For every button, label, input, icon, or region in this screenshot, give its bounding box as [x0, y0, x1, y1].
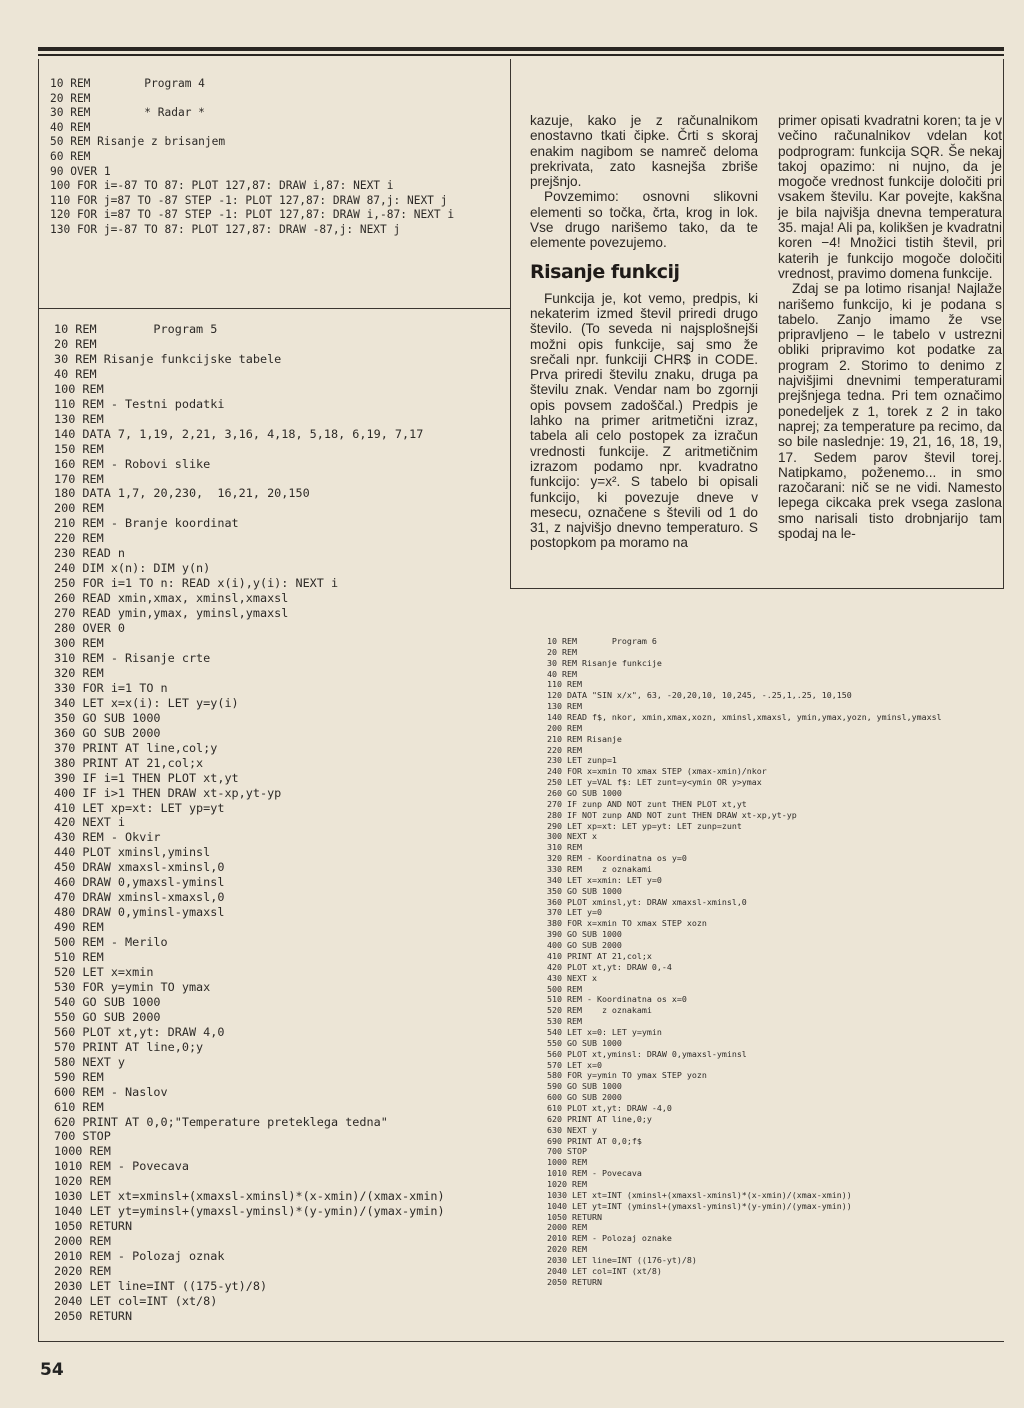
program5-listing: 10 REM Program 5 20 REM 30 REM Risanje funkcijske tabele 40 REM 100 REM 110 REM - Testni podatki 130 REM 140 DATA 7, 1,19, 2,21, 3,16, 4,18, 5,18, 6,19, 7,17 150 REM 160 REM - Robovi slike 170 REM 180 DATA 1,7, 20,230, 16,21, 20,150 200 REM 210 REM - Branje koordinat 220 REM 230 READ n 240 DIM x(n): DIM y(n) 250 FOR i=1 TO n: READ x(i),y(i): NEXT i 260 READ xmin,xmax, xminsl,xmaxsl 270 READ ymin,ymax, yminsl,ymaxsl 280 OVER 0 300 REM 310 REM - Risanje crte 320 REM 330 FOR i=1 TO n 340 LET x=x(i): LET y=y(i) 350 GO SUB 1000 360 GO SUB 2000 370 PRINT AT line,col;y 380 PRINT AT 21,col;x 390 IF i=1 THEN PLOT xt,yt 400 IF i>1 THEN DRAW xt-xp,yt-yp 410 LET xp=xt: LET yp=yt 420 NEXT i 430 REM - Okvir 440 PLOT xminsl,yminsl 450 DRAW xmaxsl-xminsl,0 460 DRAW 0,ymaxsl-yminsl 470 DRAW xminsl-xmaxsl,0 480 DRAW 0,yminsl-ymaxsl 490 REM 500 REM - Merilo 510 REM 520 LET x=xmin 530 FOR y=ymin TO ymax 540 GO SUB 1000 550 GO SUB 2000 560 PLOT xt,yt: DRAW 4,0 570 PRINT AT line,0;y 580 NEXT y 590 REM 600 REM - Naslov 610 REM 620 PRINT AT 0,0;"Temperature preteklega tedna" 700 STOP 1000 REM 1010 REM - Povecava 1020 REM 1030 LET xt=xminsl+(xmaxsl-xminsl)*(x-xmin)/(xmax-xmin) 1040 LET yt=yminsl+(ymaxsl-yminsl)*(y-ymin)/(ymax-ymin) 1050 RETURN 2000 REM 2010 REM - Polozaj oznak 2020 REM 2030 LET line=INT ((175-yt)/8) 2040 LET col=INT (xt/8) 2050 RETURN [54, 322, 445, 1323]
page-number: 54 [40, 1360, 64, 1380]
article-column-left [530, 113, 758, 551]
top-rule-thick [38, 47, 1004, 51]
paragraph: Zdaj se pa lotimo risanja! Najlaže narišemo funkcijo, ki je podana s tabelo. Zanjo imamo že vse pripravljeno – le tabelo v ustrezni obliki pripravimo kot podatke za program 2. Storimo to denimo z najvišjimi dnevnimi temperaturami prejšnjega tedna. Pri tem označimo ponedeljek z 1, torek z 2 in tako naprej; za temperature pa recimo, da so bile naslednje: 19, 21, 16, 18, 19, 17. Sedem parov števil torej. Natipkamo, poženemo... in smo razočarani: nič se ne vidi. Namesto lepega cikcaka prek vsega zaslona smo narisali tisto drobnjarijo tam spodaj na le- [778, 281, 1002, 542]
paragraph: kazuje, kako je z računalnikom enostavno tkati čipke. Črti s skoraj enakim nagibom se namreč deloma prekrivata, zato kasnejša zbriše prejšnjo. [530, 113, 758, 190]
program6-listing: 10 REM Program 6 20 REM 30 REM Risanje funkcije 40 REM 110 REM 120 DATA "SIN x/x", 63, -20,20,10, 10,245, -.25,1,.25, 10,150 130 REM 140 READ f$, nkor, xmin,xmax,xozn, xminsl,xmaxsl, ymin,ymax,yozn, yminsl,ymaxsl 200 REM 210 REM Risanje 220 REM 230 LET zunp=1 240 FOR x=xmin TO xmax STEP (xmax-xmin)/nkor 250 LET y=VAL f$: LET zunt=y<ymin OR y>ymax 260 GO SUB 1000 270 IF zunp AND NOT zunt THEN PLOT xt,yt 280 IF NOT zunp AND NOT zunt THEN DRAW xt-xp,yt-yp 290 LET xp=xt: LET yp=yt: LET zunp=zunt 300 NEXT x 310 REM 320 REM - Koordinatna os y=0 330 REM z oznakami 340 LET x=xmin: LET y=0 350 GO SUB 1000 360 PLOT xminsl,yt: DRAW xmaxsl-xminsl,0 370 LET y=0 380 FOR x=xmin TO xmax STEP xozn 390 GO SUB 1000 400 GO SUB 2000 410 PRINT AT 21,col;x 420 PLOT xt,yt: DRAW 0,-4 430 NEXT x 500 REM 510 REM - Koordinatna os x=0 520 REM z oznakami 530 REM 540 LET x=0: LET y=ymin 550 GO SUB 1000 560 PLOT xt,yminsl: DRAW 0,ymaxsl-yminsl 570 LET x=0 580 FOR y=ymin TO ymax STEP yozn 590 GO SUB 1000 600 GO SUB 2000 610 PLOT xt,yt: DRAW -4,0 620 PRINT AT line,0;y 630 NEXT y 690 PRINT AT 0,0;f$ 700 STOP 1000 REM 1010 REM - Povecava 1020 REM 1030 LET xt=INT (xminsl+(xmaxsl-xminsl)*(x-xmin)/(xmax-xmin)) 1040 LET yt=INT (yminsl+(ymaxsl-yminsl)*(y-ymin)/(ymax-ymin)) 1050 RETURN 2000 REM 2010 REM - Polozaj oznake 2020 REM 2030 LET line=INT ((176-yt)/8) 2040 LET col=INT (xt/8) 2050 RETURN [547, 636, 942, 1287]
paragraph: Povzemimo: osnovni slikovni elementi so točka, črta, krog in lok. Vse drugo narišemo tako, da te elemente povezujemo. [530, 189, 758, 251]
article-column-right [778, 113, 1002, 541]
paragraph: primer opisati kvadratni koren; ta je v večino računalnikov vdelan kot podprogram: funkcija SQR. Še nekaj takoj opazimo: ni nujno, da je mogoče vrednost funkcije določiti pri vsakem številu. Kar povejte, kakšna je bila najvišja dnevna temperatura 35. maja! Ali pa, kolikšen je kvadratni koren −4! Množici tistih števil, pri katerih je funkcijo mogoče določiti vrednost, pravimo domena funkcije. [778, 113, 1002, 281]
section-heading: Risanje funkcij [530, 260, 680, 283]
paragraph: Funkcija je, kot vemo, predpis, ki nekaterim izmed števil priredi drugo število. (To seveda ni najsplošnejši možni opis funkcije, saj smo že srečali npr. funkciji CHR$ in CODE. Prva priredi številu znaku, druga pa številu znak. Vendar nam bo zgornji opis povsem zadoščal.) Predpis je lahko na primer aritmetični izraz, tabela ali celo postopek za izračun vrednosti funkcije. Z aritmetičnim izrazom podamo npr. kvadratno funkcijo: y=x². S tabelo bi opisali funkcijo, ki povezuje dneve v mesecu, označene s števili od 1 do 31, z najvišjo dnevno temperaturo. S postopkom pa moramo na [530, 290, 758, 551]
top-rule-thin [38, 54, 1004, 56]
program4-listing: 10 REM Program 4 20 REM 30 REM * Radar * 40 REM 50 REM Risanje z brisanjem 60 REM 90 OVER 1 100 FOR i=-87 TO 87: PLOT 127,87: DRAW i,87: NEXT i 110 FOR j=87 TO -87 STEP -1: PLOT 127,87: DRAW 87,j: NEXT j 120 FOR i=87 TO -87 STEP -1: PLOT 127,87: DRAW i,-87: NEXT i 130 FOR j=-87 TO 87: PLOT 127,87: DRAW -87,j: NEXT j [50, 77, 455, 236]
